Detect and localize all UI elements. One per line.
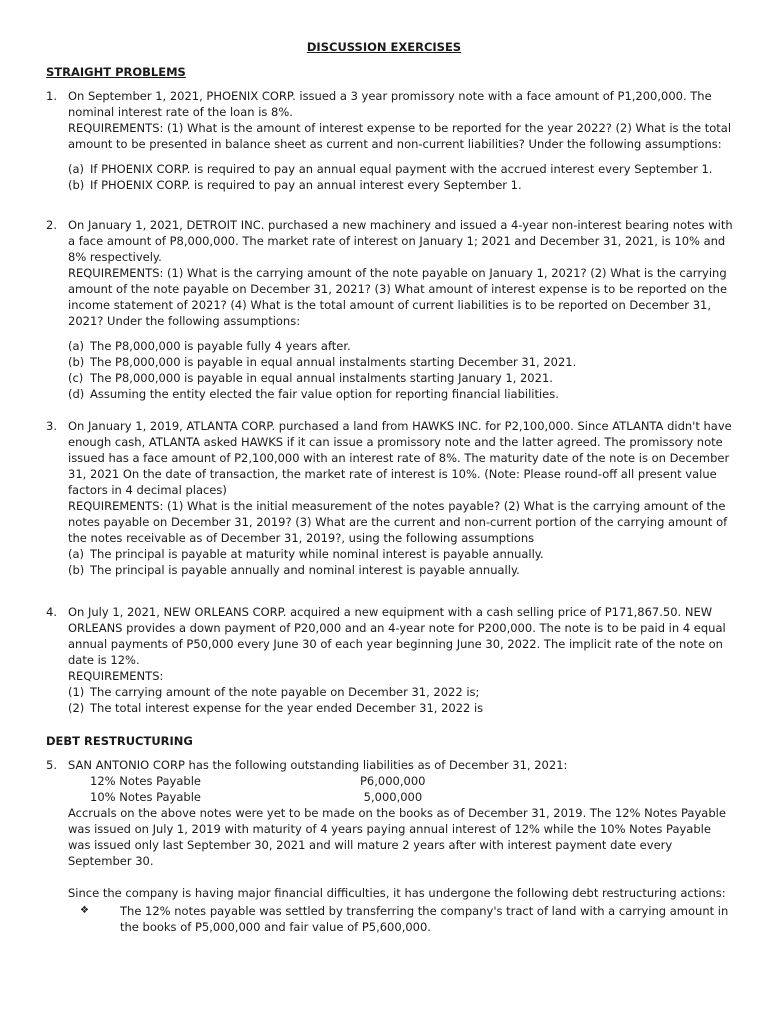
list-item: (b) The P8,000,000 is payable in equal annual instalments starting December 31, 2021. bbox=[68, 355, 577, 369]
notes-label: 12% Notes Payable bbox=[90, 774, 201, 788]
paragraph-accruals: Accruals on the above notes were yet to be made on the books as of December 31, 2019. The 12% Notes Payable was issued on July 1, 2019 with maturity of 4 years paying annual interest of 12% while the 10% Notes Payable was issued only last September 30, 2021 and will mature 2 years after with interest payment date every September 30. bbox=[68, 806, 726, 868]
problem-3 bbox=[46, 418, 736, 578]
notes-row bbox=[68, 773, 736, 789]
paragraph-restructuring: Since the company is having major financial difficulties, it has undergone the following debt restructuring actions: bbox=[68, 886, 726, 900]
list-item: (a) The P8,000,000 is payable fully 4 years after. bbox=[68, 339, 351, 353]
problem-number: 3. bbox=[46, 419, 57, 433]
assumption-list bbox=[68, 546, 736, 578]
list-item: (2) The total interest expense for the year ended December 31, 2022 is bbox=[68, 701, 484, 715]
section-heading-debt-restructuring: DEBT RESTRUCTURING bbox=[46, 734, 193, 748]
requirements-text: REQUIREMENTS: bbox=[68, 669, 164, 683]
problem-number: 1. bbox=[46, 89, 57, 103]
requirements-text: REQUIREMENTS: (1) What is the amount of interest expense to be reported for the year 2022? (2) What is the total amount to be presented in balance sheet as current and non-current liabilities? Under the following assumptions: bbox=[68, 121, 732, 151]
problem-text: On July 1, 2021, NEW ORLEANS CORP. acquired a new equipment with a cash selling price of P171,867.50. NEW ORLEANS provides a down payment of P20,000 and an 4-year note for P200,000. The note is to be paid in 4 equal annual payments of P50,000 every June 30 of each year beginning June 30, 2022. The implicit rate of the note on date is 12%. bbox=[68, 605, 726, 667]
list-item: (c) The P8,000,000 is payable in equal annual instalments starting January 1, 2021. bbox=[68, 371, 553, 385]
requirements-text: REQUIREMENTS: (1) What is the carrying amount of the note payable on January 1, 2021? (2) What is the carrying amount of the note payable on December 31, 2021? (3) What amount of interest expense is to be reported on the income statement of 2021? (4) What is the total amount of current liabilities is to be reported on December 31, 2021? Under the following assumptions: bbox=[68, 266, 728, 328]
problem-text: On September 1, 2021, PHOENIX CORP. issued a 3 year promissory note with a face amount of P1,200,000. The nominal interest rate of the loan is 8%. bbox=[68, 89, 712, 119]
list-item: ❖ The 12% notes payable was settled by transferring the company's tract of land with a carrying amount in the books of P5,000,000 and fair value of P5,600,000. bbox=[80, 904, 729, 934]
list-item: (a) The principal is payable at maturity while nominal interest is payable annually. bbox=[68, 547, 544, 561]
assumption-list bbox=[68, 161, 736, 193]
list-item: (b) If PHOENIX CORP. is required to pay an annual interest every September 1. bbox=[68, 178, 522, 192]
list-item: (b) The principal is payable annually and nominal interest is payable annually. bbox=[68, 563, 520, 577]
assumption-list bbox=[68, 338, 736, 402]
list-item: (d) Assuming the entity elected the fair value option for reporting financial liabilities. bbox=[68, 387, 559, 401]
requirements-text: REQUIREMENTS: (1) What is the initial measurement of the notes payable? (2) What is the carrying amount of the notes payable on December 31, 2019? (3) What are the current and non-current portion of the carrying amount of the notes receivable as of December 31, 2019?, using the following assumptions bbox=[68, 499, 728, 545]
requirement-list bbox=[68, 684, 736, 716]
notes-amount: P6,000,000 bbox=[360, 774, 426, 788]
notes-amount: 5,000,000 bbox=[360, 790, 423, 804]
problem-5 bbox=[46, 757, 736, 935]
list-item: (a) If PHOENIX CORP. is required to pay an annual equal payment with the accrued interest every September 1. bbox=[68, 162, 713, 176]
problem-text: SAN ANTONIO CORP has the following outstanding liabilities as of December 31, 2021: bbox=[68, 758, 568, 772]
section-heading-straight-problems: STRAIGHT PROBLEMS bbox=[46, 65, 186, 79]
notes-label: 10% Notes Payable bbox=[90, 790, 201, 804]
page-title: DISCUSSION EXERCISES bbox=[306, 40, 462, 54]
problem-number: 5. bbox=[46, 758, 57, 772]
problem-1 bbox=[46, 88, 736, 193]
problem-text: On January 1, 2019, ATLANTA CORP. purchased a land from HAWKS INC. for P2,100,000. Since ATLANTA didn't have enough cash, ATLANTA asked HAWKS if it can issue a promissory note and the latter agreed. The promissory note issued has a face amount of P2,100,000 with an interest rate of 8%. The maturity date of the note is on December 31, 2021 On the date of transaction, the market rate of interest is 10%. (Note: Please round-off all present value factors in 4 decimal places) bbox=[68, 419, 732, 497]
diamond-bullet-icon: ❖ bbox=[80, 905, 89, 916]
problem-text: On January 1, 2021, DETROIT INC. purchased a new machinery and issued a 4-year non-interest bearing notes with a face amount of P8,000,000. The market rate of interest on January 1; 2021 and December 31, 2021, is 10% and 8% respectively. bbox=[68, 218, 733, 264]
problem-number: 2. bbox=[46, 218, 57, 232]
problem-4 bbox=[46, 604, 736, 716]
problem-2 bbox=[46, 217, 736, 402]
problem-number: 4. bbox=[46, 605, 57, 619]
list-item: (1) The carrying amount of the note payable on December 31, 2022 is; bbox=[68, 685, 480, 699]
notes-row bbox=[68, 789, 736, 805]
